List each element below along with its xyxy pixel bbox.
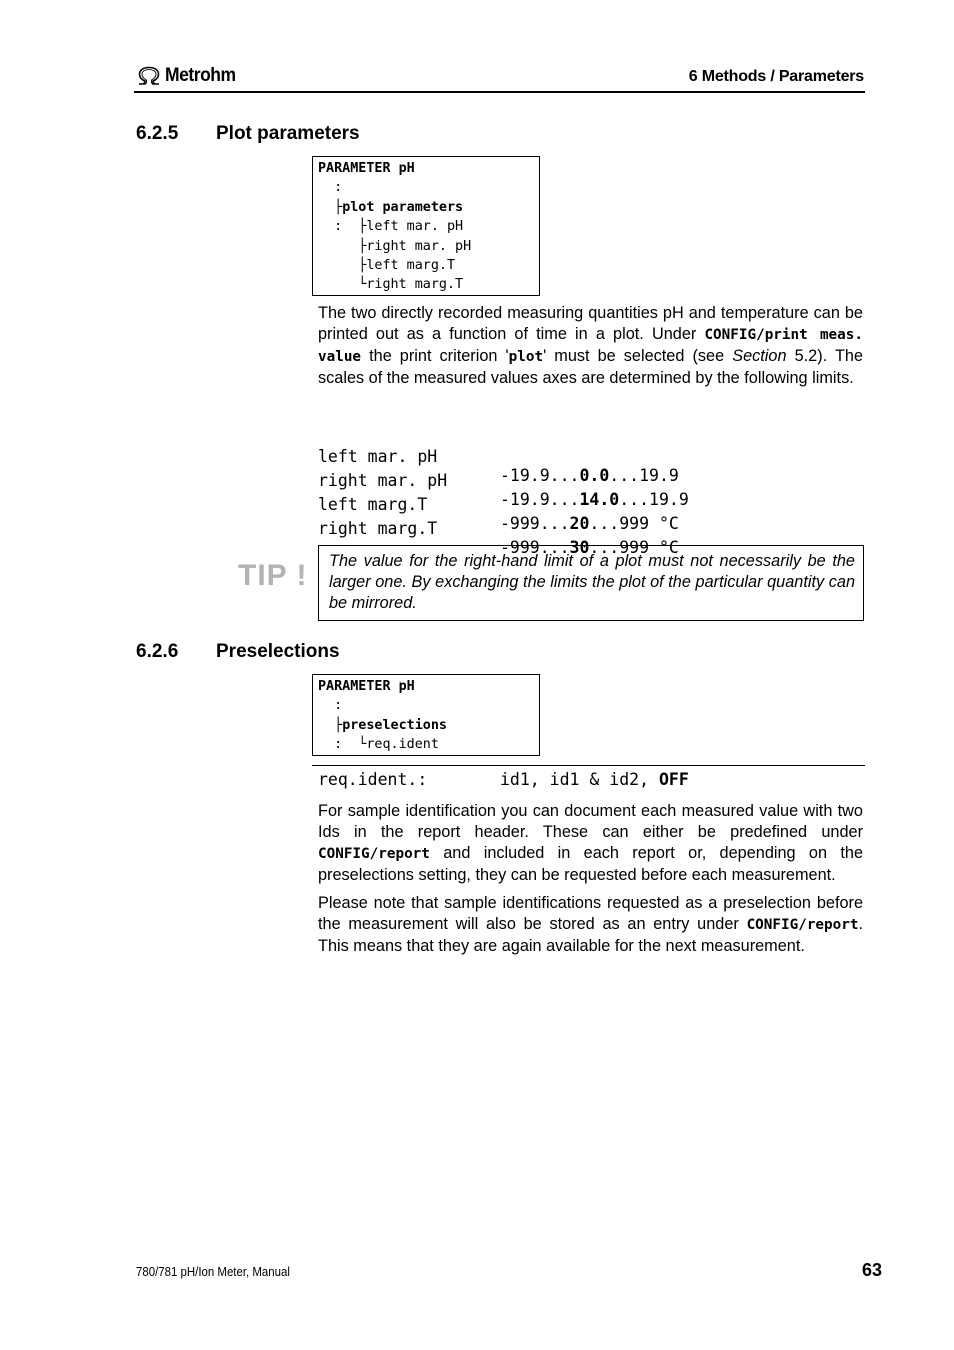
- section-heading-plot-parameters: [136, 123, 360, 145]
- storage-note-paragraph: Please note that sample identifications requested as a preselection before the measurement will also be stored as an entry under CONFIG/report. This means that they are again available for the next measurement.: [318, 894, 863, 955]
- limit-default: 30: [569, 538, 590, 557]
- manual-title: 780/781 pH/Ion Meter, Manual: [136, 1264, 290, 1279]
- limit-row: left marg.T -999...20...999 °C: [318, 495, 679, 533]
- section-reference: Section: [732, 347, 787, 365]
- limit-row: right marg.T -999...30...999 °C: [318, 519, 679, 557]
- tip-box: [318, 545, 864, 621]
- menu-item-plot-parameters: plot parameters: [342, 199, 464, 215]
- menu-item-right-marg-t: └right marg.T: [318, 277, 464, 293]
- header-divider: [134, 91, 865, 93]
- limit-name: left mar. pH: [318, 447, 438, 466]
- menu-item-req-ident: : └req.ident: [318, 737, 439, 753]
- menu-line: PARAMETER pH: [318, 161, 415, 176]
- menu-item-right-mar-ph: ├right mar. pH: [318, 238, 472, 254]
- menu-line: PARAMETER pH: [318, 679, 415, 694]
- menu-line: :: [318, 180, 343, 196]
- config-report-command: CONFIG/report: [318, 846, 430, 862]
- limit-row: right mar. pH -19.9...14.0...19.9: [318, 471, 689, 509]
- menu-line: ├: [318, 717, 343, 733]
- plot-criterion: plot: [508, 349, 544, 365]
- preselections-menu: [312, 674, 540, 756]
- sample-id-paragraph: For sample identification you can document each measured value with two Ids in the report header. These can either be predefined under CONFIG/report and included in each report or, depending on the preselections setting, they can be requested before each measurement.: [318, 802, 863, 884]
- tip-text: The value for the right-hand limit of a plot must not necessarily be the larger one. By exchanging the limits the plot of the particular quantity can be mirrored.: [329, 552, 855, 612]
- chapter-title: 6 Methods / Parameters: [688, 68, 864, 85]
- req-ident-divider: [312, 765, 865, 766]
- page-number: 63: [862, 1260, 883, 1280]
- req-ident-options: id1, id1 & id2,: [500, 770, 659, 789]
- limit-name: right mar. pH: [318, 471, 448, 490]
- menu-item-left-marg-t: ├left marg.T: [318, 258, 456, 274]
- req-ident-label: req.ident.:: [318, 770, 428, 789]
- menu-item-left-mar-ph: : ├left mar. pH: [318, 219, 464, 235]
- req-ident-default: OFF: [658, 770, 689, 789]
- limit-default: 20: [569, 514, 590, 533]
- menu-line: :: [318, 698, 343, 714]
- tip-label: TIP !: [238, 559, 308, 592]
- limit-default: 0.0: [579, 466, 610, 485]
- limit-default: 14.0: [579, 490, 620, 509]
- section-number: 6.2.6: [136, 641, 179, 662]
- plot-description-paragraph: The two directly recorded measuring quantities pH and temperature can be printed out as a function of time in a plot. Under CONFIG/print meas. value the print criterion 'plot' must be selected (see Section 5.2). The scales of the measured values axes are determined by the following limits.: [318, 304, 863, 387]
- section-number: 6.2.5: [136, 123, 179, 144]
- config-print-command: CONFIG/print meas. value: [318, 327, 863, 365]
- brand-name: Metrohm: [165, 65, 236, 86]
- limit-name: left marg.T: [318, 495, 428, 514]
- menu-line: ├: [318, 199, 343, 215]
- menu-item-preselections: preselections: [342, 717, 447, 733]
- section-heading-preselections: [136, 641, 340, 663]
- brand-logo: [136, 64, 242, 88]
- section-title: Preselections: [216, 641, 340, 662]
- config-report-command: CONFIG/report: [746, 917, 859, 933]
- limit-name: right marg.T: [318, 519, 438, 538]
- plot-parameters-menu: [312, 156, 540, 296]
- limit-row: left mar. pH -19.9...0.0...19.9: [318, 447, 679, 485]
- omega-icon: [136, 66, 162, 86]
- section-title: Plot parameters: [216, 123, 360, 144]
- req-ident-row: [318, 770, 689, 789]
